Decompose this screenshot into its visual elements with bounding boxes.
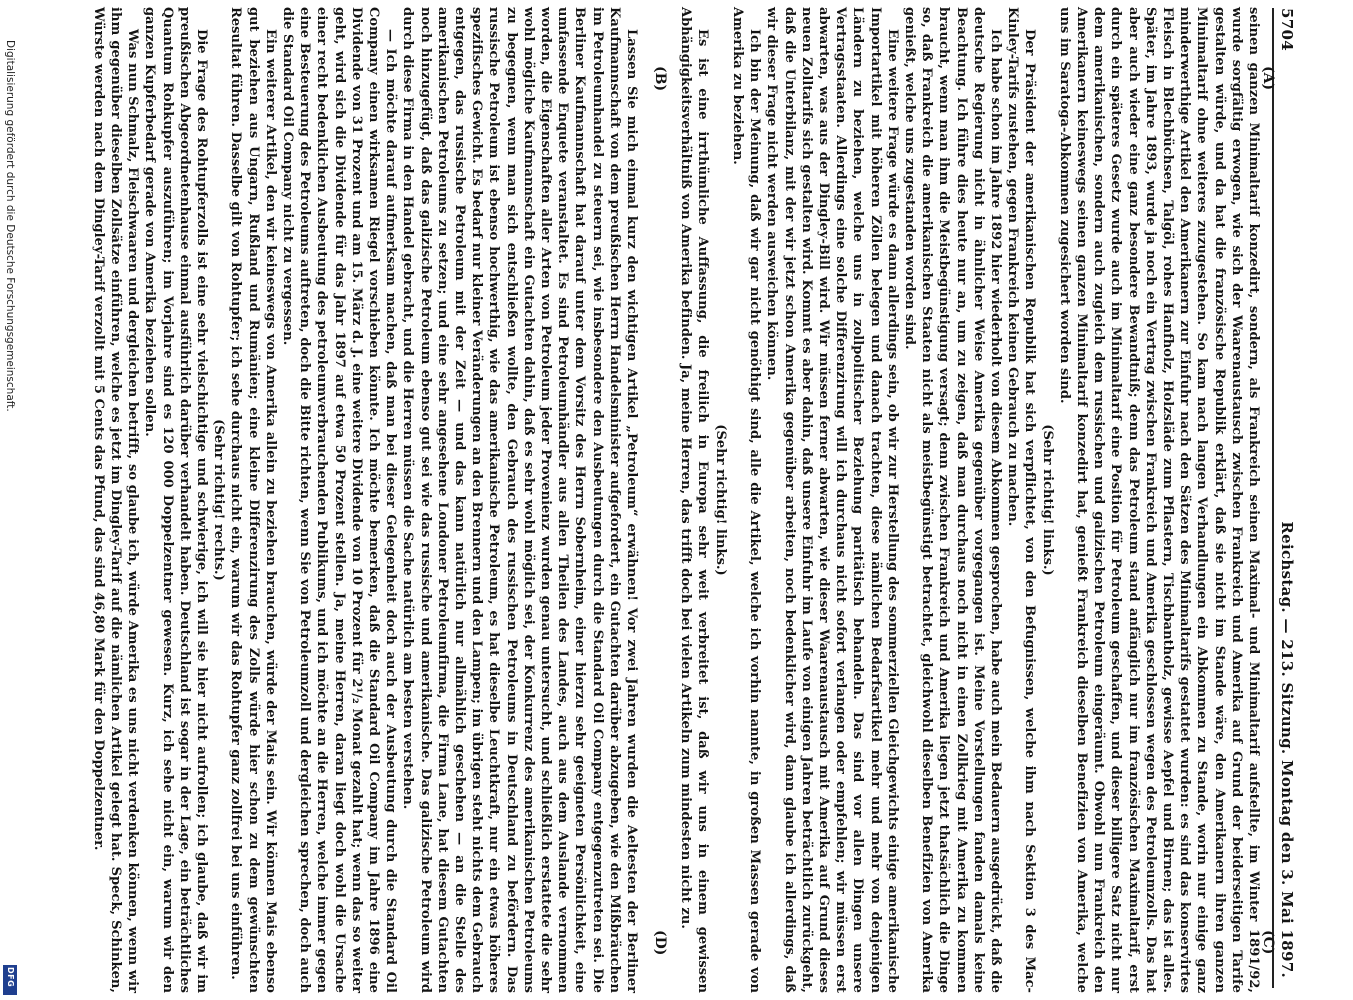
- paragraph: Lassen Sie mich einmal kurz den wichtigen Artikel „Petroleum“ erwähnen! Vor zwei Jahren wurden die Aeltesten der Berliner Kaufmannschaft von dem preußischen Herrn Handelsminister aufgefordert, ein Gutachten darüber abzugeben, wie den Mißbräuchen im Petroleumhandel zu steuern sei, wie insbesondere den Ausbeutungen durch die Standard Oil Company entgegenzutreten sei. Die Berliner Kaufmannschaft hat darauf unter dem Vorsitz des Herrn Sobernheim, einer hierzu sehr geeigneten Persönlichkeit, eine umfassende Enquete veranstaltet. Es sind Petroleumhändler aus allen Theilen des Landes, auch aus dem Auslande vernommen worden, die Eigenschaften aller Arten von Petroleum jeder Provenienz wurden genau untersucht, und schließlich erstattete die sehr wohl mögliche Kaufmannschaft ein Gutachten dahin, daß es sehr wohl möglich sei, der Konkurrenz des amerikanischen Petroleums zu begegnen, wenn man sich entschließen wollte, den Gebrauch des russischen Petroleums in Deutschland zu befördern. Das russische Petroleum ist ebenso hochwerthig, wie das amerikanische Petroleum, es hat dieselbe Leuchtkraft, nur ein etwas höheres spezifisches Gewicht. Es bedarf nur kleiner Veränderungen an den Brennern und den Lampen; im übrigen steht nichts dem Gebrauch entgegen, das russische Petroleum mit der Zeit — und das kann natürlich nur allmählich geschehen — an die Stelle des amerikanischen Petroleums zu setzen; und eine sehr angesehene Londoner Petroleumfirma, die Firma Lane, hat diesem Gutachten noch hinzugefügt, daß das galizische Petroleum ebenso gut sei wie das russische und amerikanische. Das galizische Petroleum wird durch diese Firma in den Handel gebracht, und die Herren müssen die Sache natürlich am besten verstehen.: [400, 7, 639, 993]
- margin-marker-c: (C): [1260, 930, 1276, 955]
- paragraph: Es ist eine irrthümliche Auffassung, die freilich in Europa sehr weit verbreitet ist, daß wir uns in einem gewissen Abhängigkeitsverhältniß von Amerika befinden. Ja, meine Herren, das trifft doch bei vielen Artikeln zum mindesten nicht zu.: [678, 7, 711, 993]
- paragraph: seinen ganzen Minimaltarif konzedirt, sondern, als Frankreich seinen Maximal- und Minimaltarif aufstellte, im Winter 1891/92, wurde sorgfältig erwogen, wie sich der Waarenaustausch zwischen Frankreich und Amerika auf Grund der beiderseitigen Tarife gestalten würde, und da hat die französische Republik erklärt, daß sie nicht im Stande wäre, den Amerikanern ihren ganzen Minimaltarif ohne weiteres zuzugestehen. So kam nach langen Verhandlungen ein Abkommen zu Stande, worin nur einige ganz minderwerthige Artikel den Amerikanern zur Einfuhr nach den Sätzen des Minimaltarifs gestattet wurden: es sind das konservirtes Fleisch in Blechbüchsen, Talgöl, rohes Hanfholz, Holzsläde zum Pflastern, Tischbantholz, gewisse Aepfel und Birnen; das ist alles. Später, im Jahre 1893, wurde ja noch ein Vertrag zwischen Frankreich und Amerika geschlossen wegen des Petroleumzolls. Das hat aber auch wieder eine ganz besondere Bewandtniß; denn das Petroleum stand anfänglich nur im französischen Maximaltarif, erst durch ein späteres Gesetz wurde auch im Minimaltarif eine Position für Petroleum geschaffen, und dieser billigere Satz nicht nur dem amerikanischen, sondern auch zugleich dem russischen und galizischen Petroleum eingeräumt. Obwohl nun Frankreich den Amerikanern keineswegs seinen ganzen Minimaltarif konzedirt hat, genießt Frankreich dieselben Benefizien von Amerika, welche uns im Saratoga-Abkommen zugesichert worden sind.: [1056, 7, 1261, 993]
- column-left: [642, 5, 1262, 995]
- digitization-notice: Digitalisierung gefördert durch die Deutsche Forschungsgemeinschaft.: [4, 40, 16, 412]
- interjection: (Sehr richtig! links.): [712, 424, 728, 576]
- paragraph: — Ich möchte darauf aufmerksam machen, daß man bei dieser Gelegenheit doch auch der Ausbeutung durch die Standard Oil Company einen wirksamen Riegel vorschieben könnte. Ich möchte bemerken, daß die Standard Oil Company im Jahre 1896 eine Dividende von 31 Prozent und am 15. März d. J. eine weitere Dividende von 10 Prozent für 2¹/₂ Monat gezahlt hat; wenn das so weiter geht, wird sich die Dividende für das Jahr 1897 auf etwa 50 Prozent stellen. Ja, meine Herren, daran liegt doch wohl die Ursache einer recht bedenklichen Ausbeutung des petroleumverbrauchenden Publikums, und ich möchte an die Herren, welche immer gegen eine Besteuerung des Petroleums auftreten, doch die Bitte richten, wenn Sie von Petroleumzoll und dergleichen sprechen, doch auch die Standard Oil Company nicht zu vergessen.: [279, 7, 399, 993]
- margin-marker-b: (B): [652, 66, 668, 92]
- paragraph: Der Präsident der amerikanischen Republik hat sich verpflichtet, von den Befugnissen, welche ihm nach Sektion 3 des Mac-Kinley-Tarifs zustehen, gegen Frankreich keinen Gebrauch zu machen.: [1005, 7, 1038, 993]
- header-title: Reichstag. — 213. Sitzung. Montag den 3. Mai 1897.: [1278, 521, 1296, 978]
- dfg-logo: [3, 965, 17, 995]
- paragraph: Ein weiterer Artikel, den wir keineswegs von Amerika allein zu beziehen brauchen, würde der Mais sein. Wir können Mais ebenso gut beziehen aus Ungarn, Rußland und Rumänien; eine kleine Differenzirung des Zolls würde hier schon zu dem gewünschten Resultat führen. Dasselbe gilt von Rohtupfer; ich sehe durchaus nicht ein, warum wir das Rohtupfer ganz zollfrei bei uns einführen.: [228, 7, 278, 993]
- interjection: (Sehr richtig! links.): [1039, 424, 1055, 576]
- margin-marker-a: (A): [1260, 66, 1276, 91]
- paragraph: Was nun Schmalz, Fleischwaaren und dergleichen betrifft, so glaube ich, würde Amerika es uns nicht verdenken können, wenn wir ihm gegenüber dieselben Zollsätze einführen, welche es jetzt im Dingley-Tarif auf die nämlichen Artikel gelegt hat. Speck, Schinken, Würste werden nach dem Dingley-Tarif verzollt mit 5 Cents das Pfund, das sind 46,80 Mark für den Doppelzentner.: [90, 7, 141, 993]
- paragraph: Die Frage des Rohtupferzolls ist eine sehr vielschichtige und schwierige, ich will sie hier nicht aufrollen; ich glaube, daß wir im preußischen Abgeordnetenhause einmal ausführlich darüber verhandelt haben. Deutschland ist sogar in der Lage, ein beträchtliches Quantum Rohkupfer auszuführen; im Vorjahre sind es 120 000 Doppelzentner gewesen. Kurz, ich sehe nicht ein, warum wir den ganzen Kupferbedarf gerade von Amerika beziehen sollen.: [142, 7, 209, 993]
- dfg-logo-text: DFG: [6, 967, 15, 988]
- margin-marker-d: (D): [652, 930, 668, 956]
- interjection: (Sehr richtig! rechts.): [211, 419, 227, 581]
- paragraph: Eine weitere Frage würde es dann allerdings sein, ob wir zur Herstellung des sommerziellen Gleichgewichts einige amerikanische Importartikel mit höheren Zöllen belegen und danach trachten, diese nämlichen Bedarfsartikel mehr und mehr von denjenigen Ländern zu beziehen, welche uns in zollpolitischer Beziehung paritätisch behandeln. Das sind vor allen Dingen unsere Vertragsstaaten. Allerdings eine solche Differenzirung will ich durchaus nicht sofort verlangen oder empfehlen; wir müssen erst abwarten, was aus der Dingley-Bill wird. Wir müssen ferner abwarten, wie dieser Waarenaustausch mit Amerika auf Grund dieses neuen Zolltarifs sich gestalten wird. Kommt es aber dahin, daß unsere Einfuhr im Laufe von einigen Jahren beträchtlich zurückgeht, daß die Unterbilanz, mit der wir jetzt schon Amerika gegenüber arbeiten, noch bedenklicher wird, dann glaube ich allerdings, daß wir dieser Frage nicht werden ausweichen können.: [764, 7, 900, 993]
- paragraph: Ich bin der Meinung, daß wir gar nicht genöthigt sind, alle die Artikel, welche ich vorhin nannte, in großen Massen gerade von Amerika zu beziehen.: [729, 7, 763, 993]
- page-number: 5704: [1278, 8, 1296, 51]
- paragraph: Ich habe schon im Jahre 1892 hier wiederholt von diesem Abkommen gesprochen, habe auch mein Bedauern ausgedrückt, daß die deutsche Regierung nicht in ähnlicher Weise Amerika gegenüber vorgegangen ist. Meine Vorstellungen fanden damals keine Beachtung. Ich führe dies heute nur an, um zu zeigen, daß man durchaus noch nicht in einen Zollkrieg mit Amerika zu kommen braucht, wenn man ihm die Meistbegünstigung versagt; denn zwischen Frankreich und Amerika liegen jetzt thatsächlich die Dinge so, daß Frankreich die amerikanischen Staaten nicht als meistbegünstigt betrachtet, gleichwohl dieselben Benefizien von Amerika genießt, welche uns zugestanden worden sind.: [901, 7, 1003, 993]
- column-right: [20, 5, 640, 995]
